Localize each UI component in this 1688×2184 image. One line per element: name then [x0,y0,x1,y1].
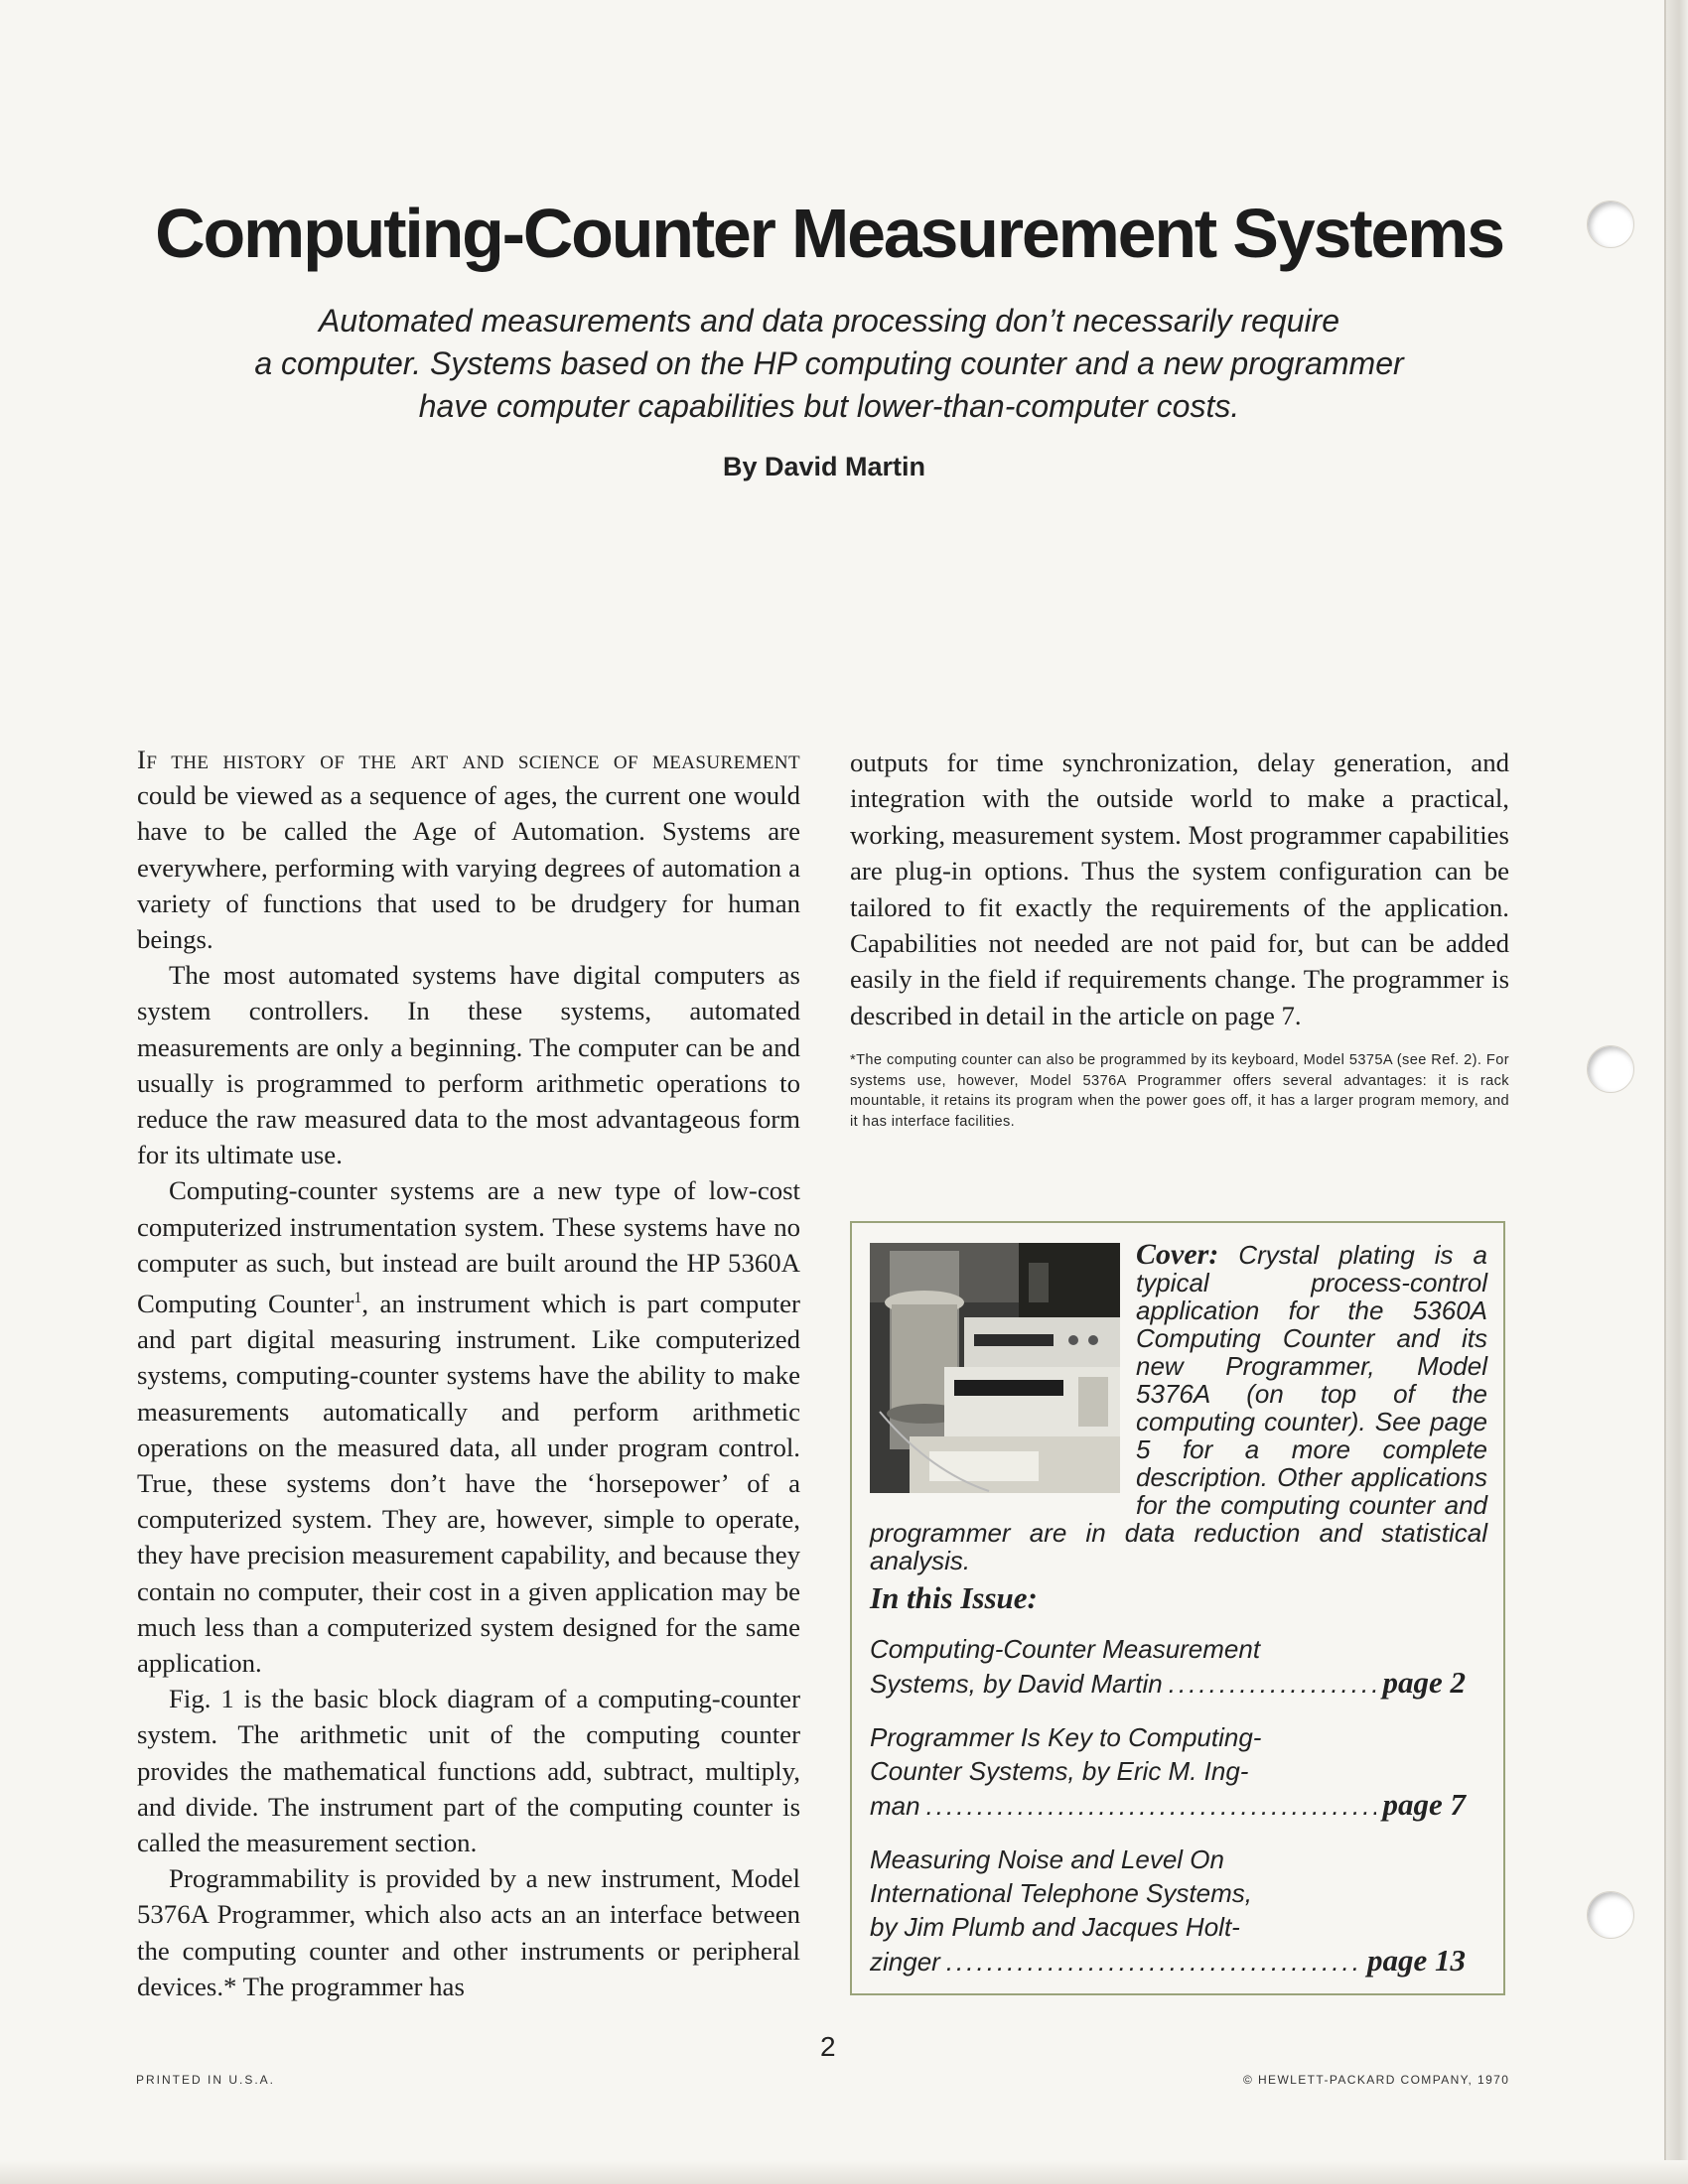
subtitle-line-1: Automated measurements and data processing don’t necessarily require [318,303,1340,339]
page-number: 2 [820,2031,836,2062]
toc-last-line [870,1788,1466,1823]
toc-item[interactable] [870,1632,1466,1701]
footnote: *The computing counter can also be programmed by its keyboard, Model 5375A (see Ref. 2). For systems use, however, Model 5376A Programmer offers several advantages: it is rack mountable, it retains its program when the power goes off, it has a larger program memory, and it has interface facilities. [850,1052,1509,1130]
toc-line: Computing-Counter Measurement [870,1634,1261,1664]
punch-hole-top [1587,201,1634,248]
toc-last-line [870,1666,1466,1701]
toc-line: Measuring Noise and Level On [870,1844,1224,1874]
toc-leader-dots [1169,1667,1377,1701]
toc-line: Counter Systems, by Eric M. Ing- [870,1756,1249,1786]
reference-marker: 1 [353,1290,362,1307]
toc-leader-dots [926,1789,1377,1823]
right-column [850,745,1509,1033]
in-this-issue-heading: In this Issue: [870,1580,1038,1615]
subtitle-line-3: have computer capabilities but lower-than-computer costs. [418,388,1240,424]
toc-line: Programmer Is Key to Computing- [870,1722,1262,1752]
intro-text: could be viewed as a sequence of ages, the current one would have to be called the Age of Automation. Systems are everywhere, performing with varying degrees of automation a variety of functions that used to be drudgery for human beings. [137,780,800,955]
toc-line: Systems, by David Martin [870,1669,1163,1699]
copyright-notice: © HEWLETT-PACKARD COMPANY, 1970 [1243,2073,1510,2087]
printed-in-notice: PRINTED IN U.S.A. [136,2073,276,2087]
byline: By David Martin [722,452,926,481]
toc-item[interactable] [870,1720,1466,1823]
page-bottom-edge [0,2160,1688,2184]
toc-page-ref: page 13 [1366,1943,1466,1978]
punch-hole-bottom [1587,1891,1634,1939]
cover-description [870,1238,1487,1575]
toc-leader-dots [946,1945,1361,1979]
intro-small-caps: If the history of the art and science of measurement [137,745,800,774]
toc-line: by Jim Plumb and Jacques Holt- [870,1912,1240,1942]
subtitle-line-2: a computer. Systems based on the HP computing counter and a new programmer [254,345,1404,381]
toc-item[interactable] [870,1843,1466,1979]
cover-label: Cover: [1136,1238,1219,1271]
cover-caption: Crystal plating is a typical process-control application for the 5360A Computing Counter and its new Programmer, Model 5376A (on top of the computing counter). See page 5 for a more complete description. Other applications for the computing counter and programmer are in data reduction and statistical analysis. [870,1240,1487,1575]
paragraph-3-part-b: , an instrument which is part computer and part digital measuring instrument. Like computerized systems, computing-counter systems have the ability to make measurements automatically and perform arithmetic operations on the measured data, all under program control. True, these systems don’t have the ‘horsepower’ of a computerized system. They are, however, simple to operate, they have precision measurement capability, and because they contain no computer, their cost in a given application may be much less than a computerized system designed for the same application. [137,1288,800,1678]
photo-spacer [870,1241,1136,1513]
page-edge [1664,0,1688,2184]
paragraph-continued: outputs for time synchronization, delay generation, and integration with the outside world to make a practical, working, measurement system. Most programmer capabilities are plug-in options. Thus the system configuration can be tailored to fit exactly the requirements of the application. Capabilities not needed are not paid for, but can be added easily in the field if requirements change. The programmer is described in detail in the article on page 7. [850,748,1509,1030]
paragraph-intro [137,742,800,957]
toc-page-ref: page 2 [1382,1665,1466,1700]
in-this-issue-box [850,1221,1505,1995]
paragraph-5: Programmability is provided by a new instrument, Model 5376A Programmer, which also acts an an interface between the computing counter and other instruments or peripheral devices.* The programmer has [137,1863,800,2001]
paragraph-3 [137,1172,800,1681]
toc-line: International Telephone Systems, [870,1878,1252,1908]
paragraph-3-part-a: Computing-counter systems are a new type of low-cost computerized instrumentation system. These systems have no computer as such, but instead are built around the HP 5360A Computing Counter [137,1175,800,1318]
article-title: Computing-Counter Measurement Systems [155,195,1503,272]
table-of-contents [870,1632,1466,1998]
article-subtitle [169,300,1489,428]
toc-page-ref: page 7 [1382,1787,1466,1822]
toc-line: man [870,1791,920,1821]
paragraph-4: Fig. 1 is the basic block diagram of a computing-counter system. The arithmetic unit of the computing counter provides the mathematical functions add, subtract, multiply, and divide. The instrument part of the computing counter is called the measurement section. [137,1684,800,1858]
punch-hole-middle [1587,1045,1634,1093]
toc-last-line [870,1944,1466,1979]
paragraph-2: The most automated systems have digital computers as system controllers. In these systems, automated measurements are only a beginning. The computer can be and usually is programmed to perform arithmetic operations to reduce the raw measured data to the most advantageous form for its ultimate use. [137,960,800,1170]
left-column [137,742,800,2004]
toc-line: zinger [870,1947,940,1977]
